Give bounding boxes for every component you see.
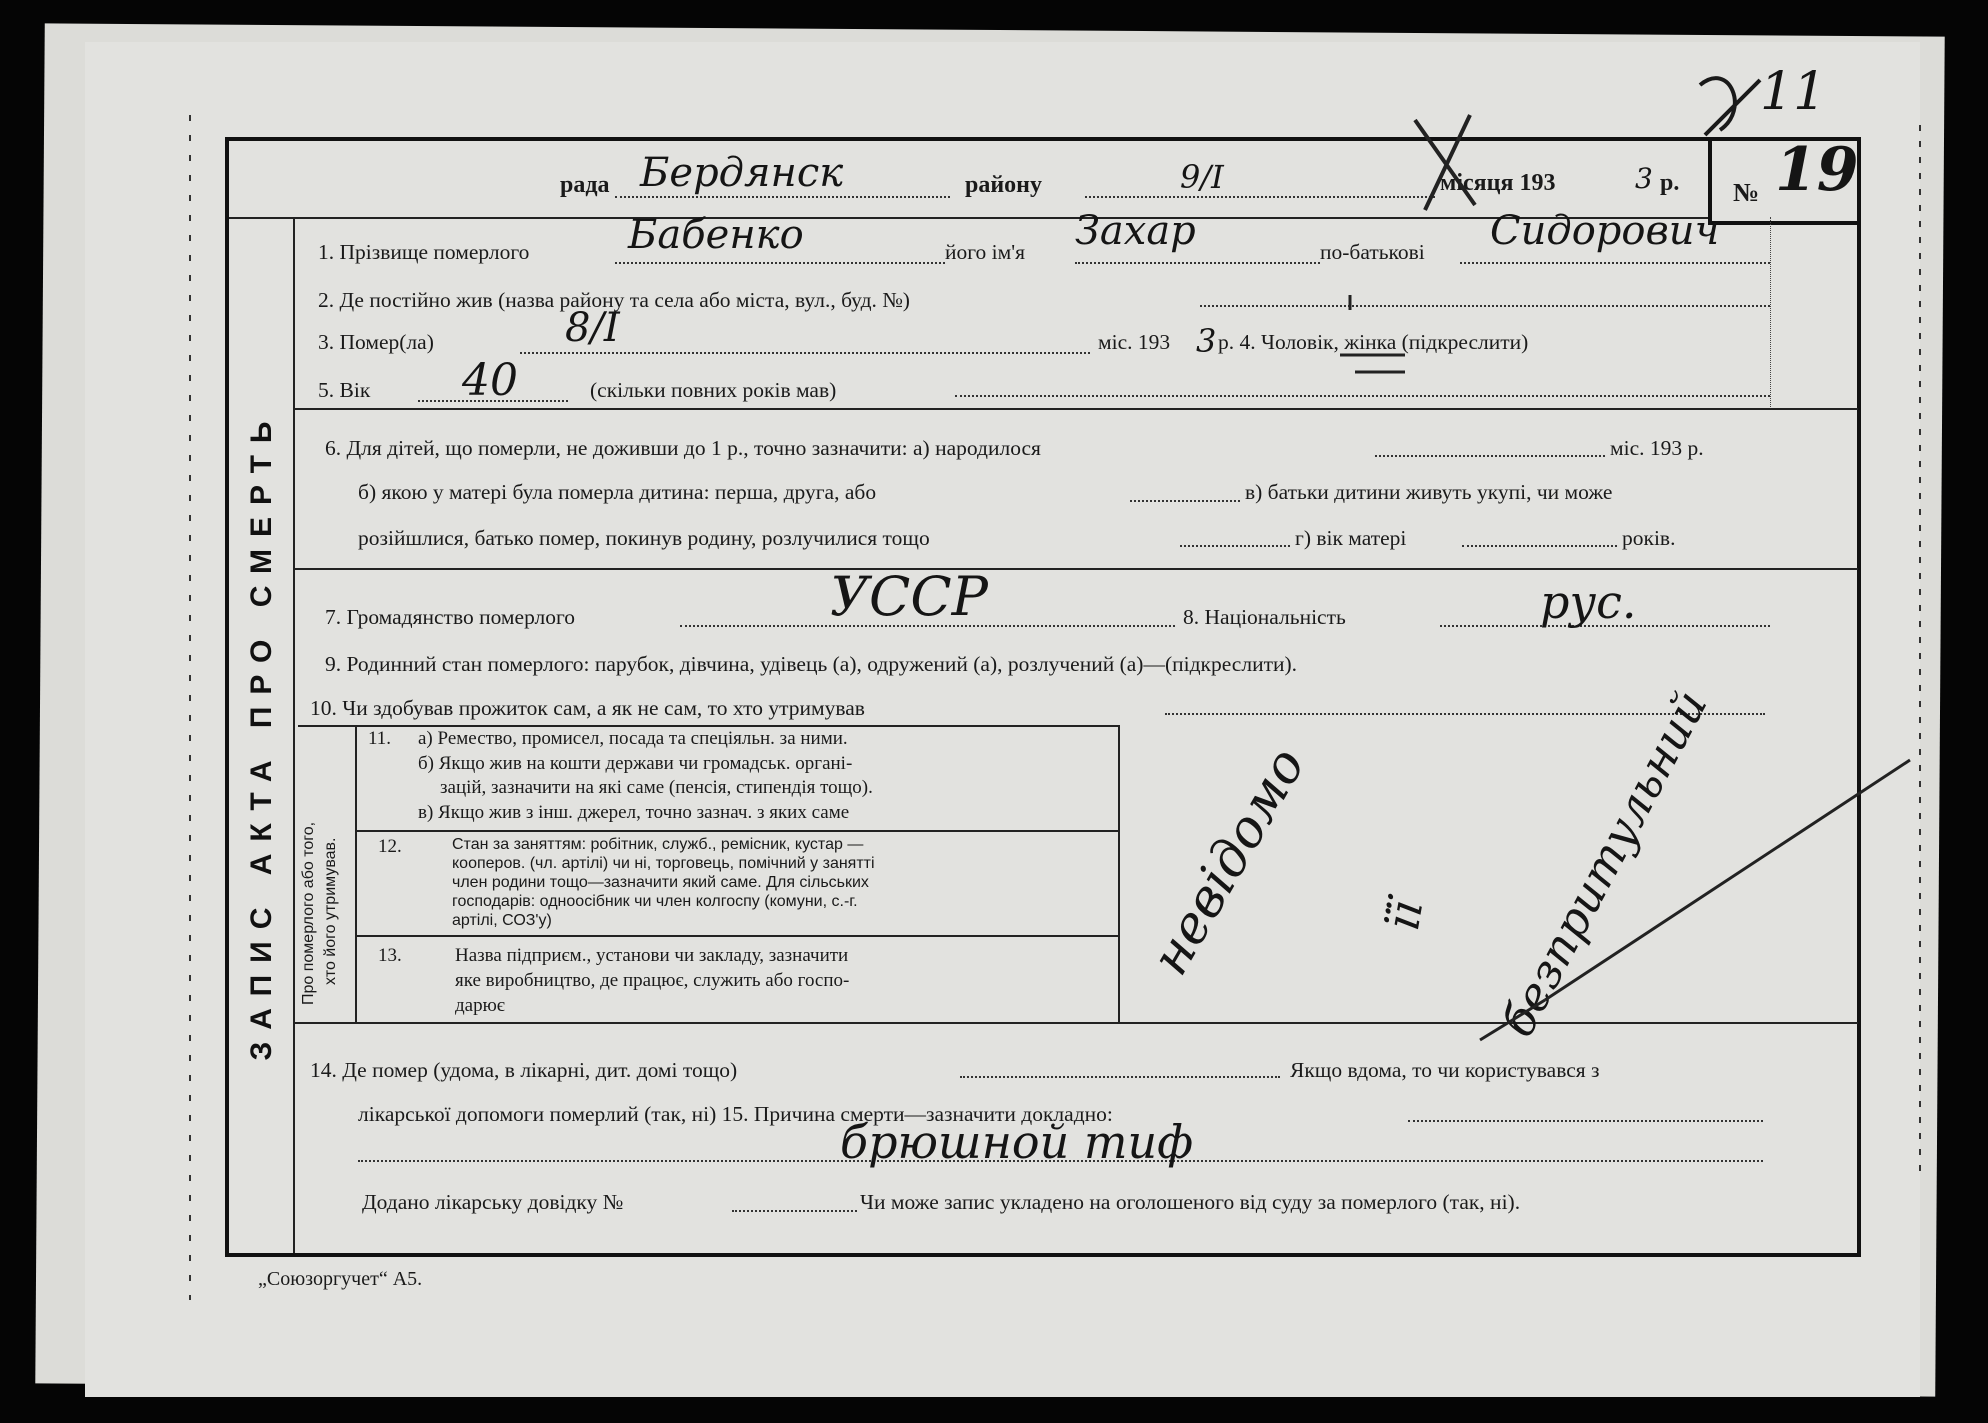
row12-line4: господарів: одноосібник чи член колгоспу (комуни, с.-г.: [452, 893, 858, 910]
side-note-line2: хто його утримував.: [322, 837, 339, 985]
name-label: його ім'я: [945, 240, 1026, 264]
death-date-handwriting: 8/I: [565, 305, 620, 351]
row9-label: 9. Родинний стан померлого: парубок, дівчина, удівець (а), одружений (а), розлучений (а)—(підкреслити).: [325, 652, 1298, 676]
death-month-label: міс. 193: [1098, 330, 1171, 354]
row12-line3: член родини тощо—зазначити який саме. Для сільських: [452, 874, 869, 891]
row6-line3b: г) вік матері: [1295, 526, 1407, 550]
row7-label: 7. Громадянство померлого: [325, 605, 576, 629]
patronymic-label: по-батькові: [1320, 240, 1425, 264]
row12-number: 12.: [378, 836, 402, 857]
row5-label: 5. Вік: [318, 378, 371, 402]
row13-line1: Назва підприєм., установи чи закладу, зазначити: [455, 945, 849, 966]
age-handwriting: 40: [462, 355, 518, 406]
row1-label: 1. Прізвище померлого: [318, 240, 530, 264]
row2-label: 2. Де постійно жив (назва району та села або міста, вул., буд. №): [318, 288, 910, 312]
death-year-handwriting: 3: [1196, 322, 1217, 360]
year-suffix: р.: [1660, 170, 1680, 196]
corner-mark-handwriting: 11: [1760, 62, 1827, 122]
row14-line1a: 14. Де помер (удома, в лікарні, дит. домі тощо): [310, 1058, 738, 1082]
rayon-label: району: [965, 172, 1043, 198]
row12-line1: Стан за заняттям: робітник, служб., ремісник, кустар —: [452, 836, 864, 853]
row4-label: р. 4. Чоловік, жінка (підкреслити): [1218, 330, 1529, 354]
row12-line2: кооперов. (чл. артілі) чи ні, торговець, помічний у занятті: [452, 855, 875, 872]
day-handwriting: 9/I: [1180, 158, 1224, 196]
age-hint: (скільки повних років мав): [590, 378, 837, 402]
patronymic-handwriting: Сидорович: [1490, 208, 1720, 254]
record-number-handwriting: 19: [1775, 135, 1859, 205]
rada-handwriting: Бердянск: [640, 150, 844, 196]
row6-line3c: років.: [1622, 526, 1676, 550]
row14-line1b: Якщо вдома, то чи користувався з: [1290, 1058, 1600, 1082]
row11-number: 11.: [368, 728, 392, 749]
row6-line3a: розійшлися, батько помер, покинув родину, розлучилися тощо: [358, 526, 930, 550]
row6-line2a: б) якою у матері була померла дитина: перша, друга, або: [358, 480, 877, 504]
row12-line5: артілі, СОЗ'у): [452, 912, 552, 929]
surname-handwriting: Бабенко: [628, 212, 804, 258]
row13-number: 13.: [378, 945, 402, 966]
year-digit-handwriting: 3: [1635, 162, 1653, 195]
row11-b1: б) Якщо жив на кошти держави чи громадськ. органі-: [418, 753, 853, 774]
row6-line1: 6. Для дітей, що померли, не доживши до 1 р., точно зазначити: а) народилося: [325, 436, 1041, 460]
occupation-handwriting-1: невідомо: [1140, 737, 1318, 985]
side-note-line1: Про померлого або того,: [300, 821, 317, 1005]
row11-c: в) Якщо жив з інш. джерел, точно зазнач. з яких саме: [418, 802, 850, 823]
row13-line2: яке виробництво, де працює, служить або госпо-: [455, 970, 850, 991]
row10-label: 10. Чи здобував прожиток сам, а як не сам, то хто утримував: [310, 696, 865, 720]
row14-line3b: Чи може запис укладено на оголошеного від суду за померлого (так, ні).: [860, 1190, 1521, 1214]
row13-line3: дарює: [455, 995, 505, 1016]
rada-label: рада: [560, 172, 610, 198]
citizenship-handwriting: УССР: [830, 565, 988, 628]
row14-line3a: Додано лікарську довідку №: [362, 1190, 624, 1214]
occupation-handwriting-2: її: [1375, 896, 1434, 935]
row6-line2b: в) батьки дитини живуть укупі, чи може: [1245, 480, 1613, 504]
number-label: №: [1733, 178, 1760, 207]
row3-label: 3. Помер(ла): [318, 330, 434, 354]
row8-label: 8. Національність: [1183, 605, 1346, 629]
nationality-handwriting: рус.: [1540, 575, 1637, 629]
sidebar-title: ЗАПИС АКТА ПРО СМЕРТЬ: [245, 409, 278, 1061]
row6-line1-tail: міс. 193 р.: [1610, 436, 1704, 460]
name-handwriting: Захар: [1075, 208, 1196, 254]
occupation-handwriting-3: безпритульний: [1490, 681, 1718, 1046]
row11-b2: зацій, зазначити на які саме (пенсія, стипендія тощо).: [440, 777, 873, 798]
row11-a: а) Ремество, промисел, посада та спеціяльн. за ними.: [418, 728, 848, 749]
month-label: місяця 193: [1440, 170, 1556, 196]
cause-handwriting: брюшной тиф: [840, 1115, 1194, 1169]
footer-printer: „Союзоргучет“ А5.: [258, 1268, 423, 1290]
row14-line2: лікарської допомоги померлий (так, ні) 15. Причина смерти—зазначити докладно:: [358, 1102, 1113, 1126]
